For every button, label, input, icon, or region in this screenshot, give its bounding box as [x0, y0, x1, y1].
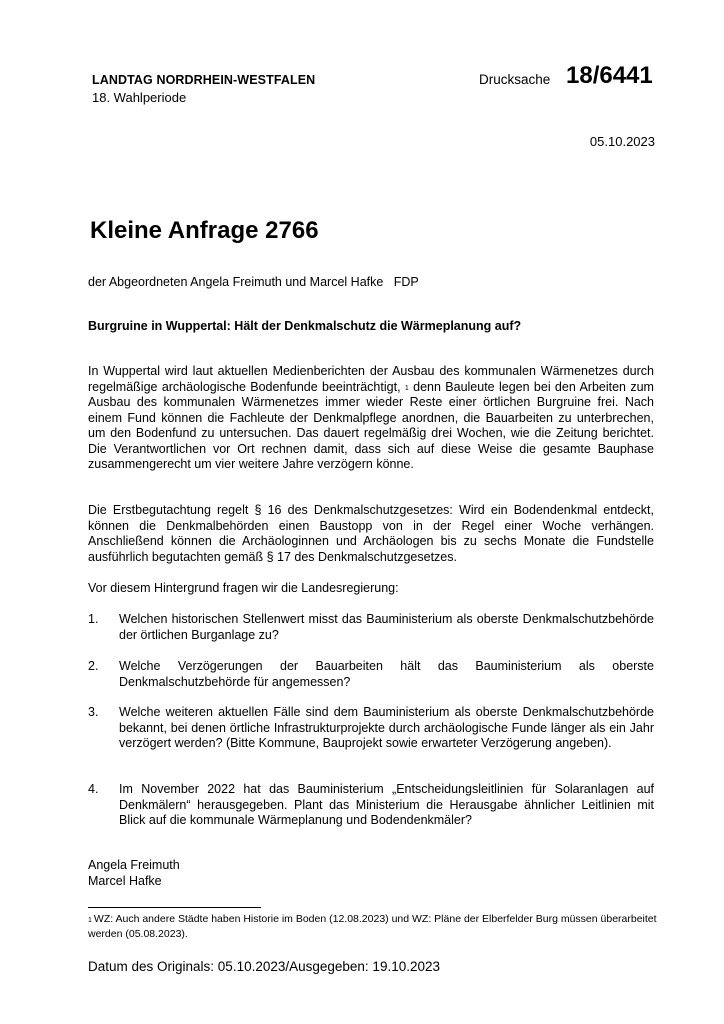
- question-text: Welche Verzögerungen der Bauarbeiten hält das Bauministerium als oberste Denkmalschutzbehörde für angemessen?: [119, 659, 654, 689]
- footnote-reference[interactable]: 1: [404, 384, 409, 392]
- question-number: 3.: [88, 705, 99, 719]
- legal-paragraph: Die Erstbegutachtung regelt § 16 des Denkmalschutzgesetzes: Wird ein Bodendenkmal entdeckt, können die Denkmalbehörden einen Baustopp von in der Regel einer Woche verhängen. Anschließend können die Archäologinnen und Archäologen bis zu sechs Monate die Fundstelle ausführlich begutachten gemäß § 17 des Denkmalschutzgesetzes.: [88, 503, 654, 564]
- parliament-name: LANDTAG NORDRHEIN-WESTFALEN: [92, 73, 316, 87]
- question-number: 1.: [88, 612, 99, 626]
- document-number: 18/6441: [566, 62, 653, 89]
- paragraph-text-part: In Wuppertal wird laut aktuellen Medienberichten der Ausbau des kommunalen Wärmenetzes durch regelmäßige archäologische Bodenfunde beeinträchtigt,: [88, 364, 654, 394]
- signature-name: Marcel Hafke: [88, 874, 162, 888]
- question-number: 4.: [88, 782, 99, 796]
- publication-dates: Datum des Originals: 05.10.2023/Ausgegeben: 19.10.2023: [88, 959, 441, 974]
- footnote-divider: [88, 907, 261, 908]
- intro-paragraph: [88, 364, 654, 473]
- question-text: Im November 2022 hat das Bauministerium „Entscheidungsleitlinien für Solaranlagen auf Denkmälern“ herausgegeben. Plant das Ministerium die Herausgabe ähnlicher Leitlinien mit Blick auf die kommunale Wärmeplanung und Bodendenkmäler?: [119, 782, 654, 827]
- question-text: Welchen historischen Stellenwert misst das Bauministerium als oberste Denkmalschutzbehörde der örtlichen Burganlage zu?: [119, 612, 654, 642]
- legislative-period: 18. Wahlperiode: [92, 90, 187, 105]
- authors-line: der Abgeordneten Angela Freimuth und Marcel Hafke FDP: [88, 275, 419, 289]
- footnote-text: WZ: Auch andere Städte haben Historie im Boden (12.08.2023) und WZ: Pläne der Elberfelder Burg müssen überarbeitet werden (05.08.2023).: [88, 913, 657, 940]
- question-intro: Vor diesem Hintergrund fragen wir die Landesregierung:: [88, 581, 399, 595]
- paragraph-text-part: denn Bauleute legen bei den Arbeiten zum Ausbau des kommunalen Wärmenetzes immer wieder Reste einer örtlichen Burgruine frei. Nach einem Fund können die Fachleute der Denkmalpflege anordnen, die Bauarbeiten zu unterbrechen, um den Bodenfund zu untersuchen. Das dauert regelmäßig drei Wochen, wie die Zeitung berichtet. Die Verantwortlichen vor Ort rechnen damit, dass sich auf diese Weise die gesamte Bauphase zusammengerecht um vier weitere Jahre verzögern könne.: [88, 379, 654, 471]
- signature-name: Angela Freimuth: [88, 858, 180, 872]
- footnote-mark: 1: [88, 917, 92, 924]
- document-type-label: Drucksache: [479, 72, 551, 87]
- page-title: Kleine Anfrage 2766: [90, 217, 319, 244]
- footnote: [88, 912, 658, 942]
- question-number: 2.: [88, 659, 99, 673]
- subject-heading: Burgruine in Wuppertal: Hält der Denkmalschutz die Wärmeplanung auf?: [88, 319, 522, 333]
- question-text: Welche weiteren aktuellen Fälle sind dem Bauministerium als oberste Denkmalschutzbehörde bekannt, bei denen örtliche Infrastrukturprojekte durch archäologische Funde länger als ein Jahr verzögert werden? (Bitte Kommune, Bauprojekt sowie erwarteter Verzögerung angeben).: [119, 705, 654, 750]
- document-date: 05.10.2023: [589, 134, 655, 149]
